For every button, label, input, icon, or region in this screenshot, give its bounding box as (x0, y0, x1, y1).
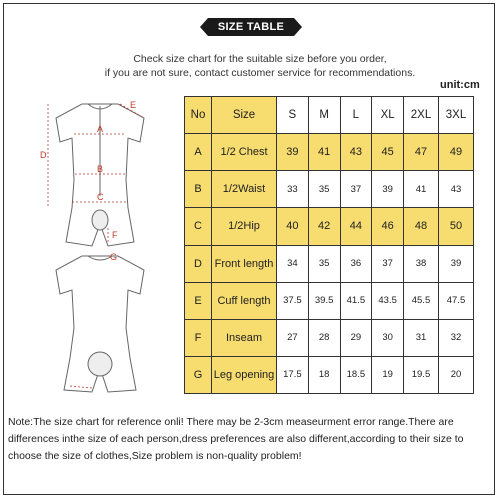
row-d-name: Front length (212, 245, 277, 282)
row-g-xl: 19 (372, 356, 404, 393)
header-size-xl: XL (372, 97, 404, 134)
row-f-m: 28 (308, 319, 340, 356)
row-f-3xl: 32 (438, 319, 473, 356)
label-g: G (110, 252, 118, 262)
row-b-l: 37 (340, 171, 372, 208)
row-e-name: Cuff length (212, 282, 277, 319)
row-a-s: 39 (277, 134, 309, 171)
row-a-2xl: 47 (404, 134, 439, 171)
row-e-xl: 43.5 (372, 282, 404, 319)
header-size-l: L (340, 97, 372, 134)
header-size-m: M (308, 97, 340, 134)
label-d: D (40, 150, 47, 160)
table-row-c (185, 208, 474, 245)
header-size: Size (212, 97, 277, 134)
intro-text (60, 52, 460, 80)
table-row-a (185, 134, 474, 171)
row-d-3xl: 39 (438, 245, 473, 282)
row-c-3xl: 50 (438, 208, 473, 245)
row-e-s: 37.5 (277, 282, 309, 319)
row-c-name: 1/2Hip (212, 208, 277, 245)
row-f-name: Inseam (212, 319, 277, 356)
row-e-no: E (185, 282, 212, 319)
row-c-xl: 46 (372, 208, 404, 245)
row-c-l: 44 (340, 208, 372, 245)
row-f-2xl: 31 (404, 319, 439, 356)
table-header-row (185, 97, 474, 134)
label-b: B (97, 164, 104, 174)
size-note: Note:The size chart for reference onli! There may be 2-3cm measeurment error range.There are differences inthe size of each person,dress preferences are also different,according to their size to choose the size of clothes,Size problem is non-quality problem! (8, 416, 464, 462)
label-f: F (112, 230, 118, 240)
row-b-2xl: 41 (404, 171, 439, 208)
row-d-no: D (185, 245, 212, 282)
label-c: C (97, 192, 104, 202)
table-row-b (185, 171, 474, 208)
table-row-f (185, 319, 474, 356)
row-g-l: 18.5 (340, 356, 372, 393)
row-d-l: 36 (340, 245, 372, 282)
table-row-g (185, 356, 474, 393)
row-b-3xl: 43 (438, 171, 473, 208)
row-g-no: G (185, 356, 212, 393)
table-row-e (185, 282, 474, 319)
row-d-2xl: 38 (404, 245, 439, 282)
row-a-xl: 45 (372, 134, 404, 171)
row-a-m: 41 (308, 134, 340, 171)
row-a-name: 1/2 Chest (212, 134, 277, 171)
row-b-xl: 39 (372, 171, 404, 208)
header-size-s: S (277, 97, 309, 134)
label-e: E (130, 100, 137, 110)
row-b-name: 1/2Waist (212, 171, 277, 208)
row-e-2xl: 45.5 (404, 282, 439, 319)
row-g-3xl: 20 (438, 356, 473, 393)
row-f-no: F (185, 319, 212, 356)
back-suit-outline (56, 256, 144, 392)
row-c-no: C (185, 208, 212, 245)
row-d-xl: 37 (372, 245, 404, 282)
row-b-no: B (185, 171, 212, 208)
row-g-name: Leg opening (212, 356, 277, 393)
label-a: A (97, 124, 104, 134)
row-g-m: 18 (308, 356, 340, 393)
row-b-s: 33 (277, 171, 309, 208)
row-f-s: 27 (277, 319, 309, 356)
row-a-3xl: 49 (438, 134, 473, 171)
row-f-l: 29 (340, 319, 372, 356)
header-no: No (185, 97, 212, 134)
row-b-m: 35 (308, 171, 340, 208)
table-row-d (185, 245, 474, 282)
garment-measurement-diagram (20, 96, 180, 396)
row-d-s: 34 (277, 245, 309, 282)
size-table (184, 96, 474, 394)
row-e-m: 39.5 (308, 282, 340, 319)
row-c-m: 42 (308, 208, 340, 245)
row-g-s: 17.5 (277, 356, 309, 393)
row-a-no: A (185, 134, 212, 171)
row-e-3xl: 47.5 (438, 282, 473, 319)
row-f-xl: 30 (372, 319, 404, 356)
header-size-2xl: 2XL (404, 97, 439, 134)
row-e-l: 41.5 (340, 282, 372, 319)
size-table-banner: SIZE TABLE (208, 18, 294, 36)
intro-line-1: Check size chart for the suitable size before you order, (133, 53, 387, 65)
row-a-l: 43 (340, 134, 372, 171)
intro-line-2: if you are not sure, contact customer service for recommendations. (104, 67, 416, 79)
row-c-2xl: 48 (404, 208, 439, 245)
row-d-m: 35 (308, 245, 340, 282)
row-g-2xl: 19.5 (404, 356, 439, 393)
header-size-3xl: 3XL (438, 97, 473, 134)
row-c-s: 40 (277, 208, 309, 245)
unit-label: unit:cm (440, 79, 480, 91)
